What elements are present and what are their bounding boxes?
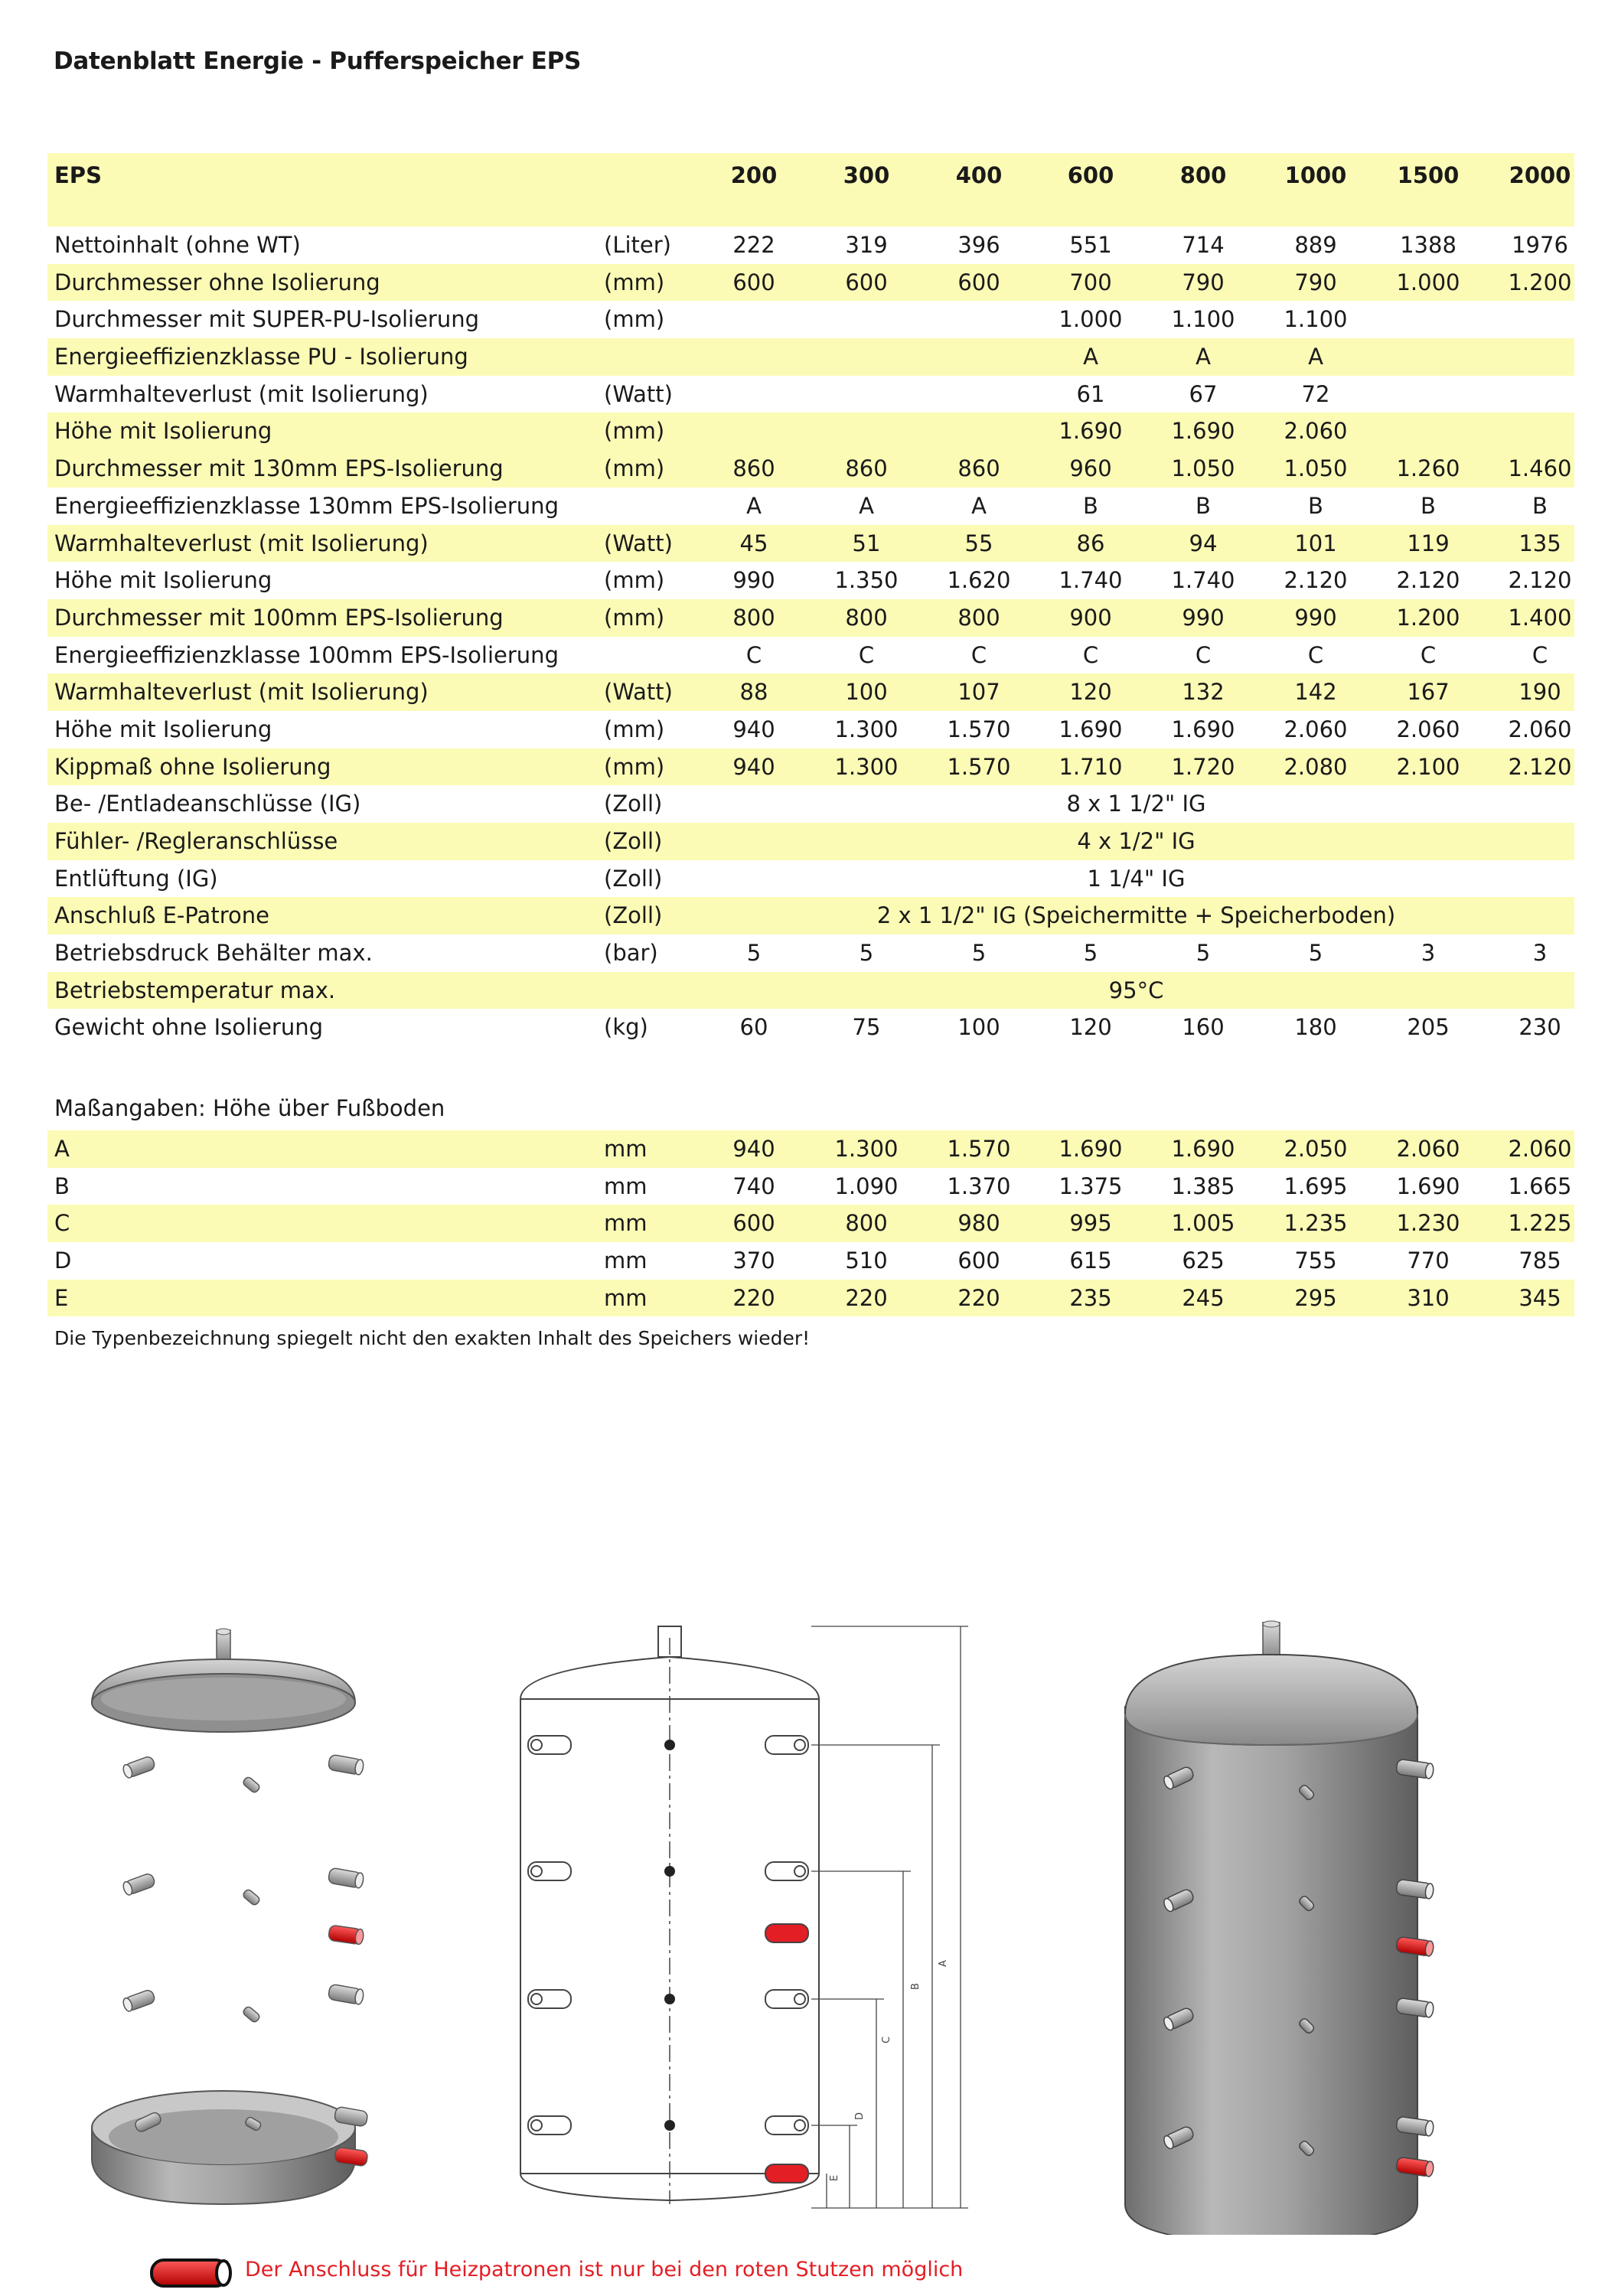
- spec-value: A: [746, 492, 762, 519]
- spec-value: 45: [739, 530, 768, 556]
- spec-row: [47, 227, 1574, 264]
- spec-value: 1.260: [1396, 455, 1460, 482]
- spec-value: 2.060: [1508, 716, 1572, 742]
- spec-value: 1.100: [1284, 306, 1348, 333]
- dimension-value: 995: [1069, 1210, 1112, 1237]
- spec-value: 2.060: [1284, 716, 1348, 742]
- spec-value: 180: [1294, 1014, 1337, 1041]
- spec-label: Betriebstemperatur max.: [54, 977, 336, 1003]
- footnote: Die Typenbezeichnung spiegelt nicht den exakten Inhalt des Speichers wieder!: [54, 1327, 811, 1349]
- spec-value: 60: [739, 1014, 768, 1041]
- spec-unit: (Zoll): [604, 865, 663, 892]
- dimension-label: D: [54, 1247, 72, 1274]
- exploded-view: [92, 1629, 368, 2204]
- model-200: 200: [730, 162, 778, 188]
- spec-value: C: [858, 641, 875, 668]
- spec-value: A: [859, 492, 874, 519]
- dimension-value: 785: [1519, 1247, 1561, 1274]
- spec-value: 800: [845, 604, 888, 631]
- spec-value: 1.690: [1171, 716, 1235, 742]
- spec-value: 3: [1532, 940, 1548, 967]
- spec-value: 1.740: [1171, 567, 1235, 594]
- dimension-value: 625: [1182, 1247, 1225, 1274]
- dimension-label: E: [54, 1284, 69, 1311]
- spec-value: 1.200: [1396, 604, 1460, 631]
- dimension-value: 755: [1294, 1247, 1337, 1274]
- spec-value: 120: [1069, 1014, 1112, 1041]
- model-800: 800: [1179, 162, 1227, 188]
- spec-row: [47, 972, 1574, 1009]
- dimension-value: 220: [845, 1284, 888, 1311]
- spec-value: 860: [957, 455, 1000, 482]
- dimension-value: 370: [732, 1247, 775, 1274]
- spec-value: C: [1195, 641, 1212, 668]
- spec-label: Warmhalteverlust (mit Isolierung): [54, 679, 429, 706]
- dimension-row: [47, 1168, 1574, 1205]
- model-1000: 1000: [1284, 162, 1347, 188]
- spec-value: 2.060: [1284, 418, 1348, 445]
- spec-row: [47, 637, 1574, 674]
- dimension-row: [47, 1280, 1574, 1317]
- spec-value: A: [971, 492, 987, 519]
- spec-label: Anschluß E-Patrone: [54, 902, 269, 929]
- spec-value: 167: [1407, 679, 1450, 706]
- page-title: Datenblatt Energie - Pufferspeicher EPS: [54, 47, 582, 75]
- spec-value: 160: [1182, 1014, 1225, 1041]
- spec-value: 72: [1301, 380, 1330, 407]
- spec-value: A: [1308, 344, 1323, 370]
- loose-ports: [122, 1754, 364, 2024]
- dimension-row: [47, 1242, 1574, 1280]
- spec-value: 940: [732, 753, 775, 780]
- spec-row: [47, 376, 1574, 413]
- spec-unit: (mm): [604, 567, 665, 594]
- spec-value: 1.400: [1508, 604, 1572, 631]
- spec-value: B: [1196, 492, 1211, 519]
- spec-value-span: 4 x 1/2" IG: [1077, 828, 1196, 854]
- legend-heating-port-icon: [145, 2254, 237, 2292]
- tank-drawings: [0, 1592, 1618, 2235]
- spec-unit: (mm): [604, 753, 665, 780]
- spec-label: Warmhalteverlust (mit Isolierung): [54, 380, 429, 407]
- spec-unit: (Watt): [604, 679, 673, 706]
- spec-unit: (Zoll): [604, 791, 663, 817]
- spec-label: Höhe mit Isolierung: [54, 418, 272, 445]
- spec-value: 790: [1182, 269, 1225, 295]
- spec-value: 222: [732, 232, 775, 258]
- spec-label: Durchmesser mit 100mm EPS-Isolierung: [54, 604, 504, 631]
- spec-value: 889: [1294, 232, 1337, 258]
- top-lid: [92, 1629, 355, 1732]
- spec-label: Durchmesser mit 130mm EPS-Isolierung: [54, 455, 504, 482]
- dimension-value: 1.690: [1396, 1172, 1460, 1199]
- spec-value: 1.740: [1059, 567, 1123, 594]
- bottom-base: [92, 2091, 368, 2204]
- dimension-value: 2.060: [1508, 1136, 1572, 1162]
- dim-label-b: B: [910, 1983, 922, 1990]
- dimension-value: 1.690: [1059, 1136, 1123, 1162]
- spec-value: 132: [1182, 679, 1225, 706]
- dimension-value: 1.665: [1508, 1172, 1572, 1199]
- spec-value: 1.720: [1171, 753, 1235, 780]
- spec-row: [47, 897, 1574, 934]
- spec-value: 107: [957, 679, 1000, 706]
- spec-value: B: [1421, 492, 1436, 519]
- spec-label: Gewicht ohne Isolierung: [54, 1014, 324, 1041]
- model-2000: 2000: [1509, 162, 1571, 188]
- spec-value: 940: [732, 716, 775, 742]
- dimension-value: 235: [1069, 1284, 1112, 1311]
- spec-label: Energieeffizienzklasse 130mm EPS-Isolierung: [54, 492, 559, 519]
- table-header-row: [47, 153, 1574, 197]
- spec-value: 1.000: [1396, 269, 1460, 295]
- spec-value: 600: [957, 269, 1000, 295]
- spec-unit: (Zoll): [604, 828, 663, 854]
- spec-value: 600: [732, 269, 775, 295]
- spec-value: 3: [1421, 940, 1436, 967]
- spec-value: 55: [964, 530, 993, 556]
- tank-3d-view: [1125, 1621, 1434, 2235]
- dimension-value: 1.230: [1396, 1210, 1460, 1237]
- spec-row: [47, 785, 1574, 823]
- dimension-value: 345: [1519, 1284, 1561, 1311]
- spec-value: 1.710: [1059, 753, 1123, 780]
- spec-value: 1.690: [1171, 418, 1235, 445]
- dimension-value: 1.695: [1284, 1172, 1348, 1199]
- spec-row: [47, 934, 1574, 972]
- dim-label-d: D: [854, 2112, 866, 2120]
- spec-value: 5: [1308, 940, 1323, 967]
- spec-value: C: [1307, 641, 1324, 668]
- dimension-value: 295: [1294, 1284, 1337, 1311]
- spec-value: 86: [1076, 530, 1105, 556]
- spec-value: 2.120: [1396, 567, 1460, 594]
- dimension-unit: mm: [604, 1247, 648, 1274]
- spec-label: Fühler- /Regleranschlüsse: [54, 828, 338, 854]
- spec-value: 1.690: [1059, 418, 1123, 445]
- spec-label: Energieeffizienzklasse PU - Isolierung: [54, 344, 468, 370]
- spec-value: 2.100: [1396, 753, 1460, 780]
- spec-unit: (Watt): [604, 530, 673, 556]
- spec-unit: (Liter): [604, 232, 671, 258]
- dimension-value: 1.370: [947, 1172, 1011, 1199]
- spec-unit: (kg): [604, 1014, 648, 1041]
- spec-value: B: [1532, 492, 1548, 519]
- dimension-row: [47, 1130, 1574, 1168]
- spec-value: 1.690: [1059, 716, 1123, 742]
- spec-value: 1.050: [1284, 455, 1348, 482]
- spec-label: Nettoinhalt (ohne WT): [54, 232, 301, 258]
- dimension-value: 1.005: [1171, 1210, 1235, 1237]
- spec-label: Durchmesser mit SUPER-PU-Isolierung: [54, 306, 480, 333]
- spec-value: 1.460: [1508, 455, 1572, 482]
- spec-value: 5: [971, 940, 987, 967]
- spec-value-span: 1 1/4" IG: [1087, 865, 1186, 892]
- dimensions-table: [47, 1130, 1574, 1316]
- spec-unit: (Zoll): [604, 902, 663, 929]
- spec-value: 190: [1519, 679, 1561, 706]
- spec-value: C: [1082, 641, 1099, 668]
- spec-value-span: 95°C: [1108, 977, 1164, 1003]
- spec-value: 800: [732, 604, 775, 631]
- spec-value: 1.050: [1171, 455, 1235, 482]
- spec-value: 5: [859, 940, 874, 967]
- spec-value: 1.570: [947, 753, 1011, 780]
- spec-value: 1.100: [1171, 306, 1235, 333]
- spec-value: 990: [1182, 604, 1225, 631]
- dimension-label: C: [54, 1210, 70, 1237]
- spec-value: 5: [1083, 940, 1098, 967]
- spec-row: [47, 562, 1574, 599]
- model-300: 300: [843, 162, 890, 188]
- spec-value: A: [1196, 344, 1211, 370]
- spec-value: 135: [1519, 530, 1561, 556]
- spec-value: 1.300: [834, 716, 899, 742]
- spec-value: 142: [1294, 679, 1337, 706]
- spec-row: [47, 450, 1574, 488]
- dimension-value: 1.690: [1171, 1136, 1235, 1162]
- dimension-value: 770: [1407, 1247, 1450, 1274]
- spec-value: C: [1532, 641, 1548, 668]
- spec-label: Warmhalteverlust (mit Isolierung): [54, 530, 429, 556]
- spec-value: 990: [1294, 604, 1337, 631]
- spec-row: [47, 599, 1574, 637]
- spec-row: [47, 711, 1574, 748]
- dimension-value: 2.050: [1284, 1136, 1348, 1162]
- spec-value: 100: [957, 1014, 1000, 1041]
- spec-unit: (mm): [604, 455, 665, 482]
- spec-row: [47, 823, 1574, 860]
- spec-value: 230: [1519, 1014, 1561, 1041]
- spec-value: 75: [852, 1014, 881, 1041]
- spec-value: 88: [739, 679, 768, 706]
- spec-value: 2.120: [1508, 567, 1572, 594]
- dimension-value: 980: [957, 1210, 1000, 1237]
- spec-value: 205: [1407, 1014, 1450, 1041]
- spec-row: [47, 264, 1574, 302]
- spec-value: C: [745, 641, 762, 668]
- dimension-value: 600: [957, 1247, 1000, 1274]
- spec-value: B: [1308, 492, 1323, 519]
- model-1500: 1500: [1397, 162, 1460, 188]
- dimension-rows: [47, 1130, 1574, 1316]
- spec-value: 600: [845, 269, 888, 295]
- spec-value: 2.120: [1284, 567, 1348, 594]
- dimension-value: 800: [845, 1210, 888, 1237]
- dimension-value: 1.375: [1059, 1172, 1123, 1199]
- spec-value: 101: [1294, 530, 1337, 556]
- datasheet-table: [47, 153, 1574, 1046]
- spec-label: Betriebsdruck Behälter max.: [54, 940, 373, 967]
- spec-value: 2.120: [1508, 753, 1572, 780]
- spec-value: 860: [732, 455, 775, 482]
- dimension-value: 2.060: [1396, 1136, 1460, 1162]
- dimension-value: 1.225: [1508, 1210, 1572, 1237]
- dim-label-c: C: [881, 2036, 892, 2043]
- legend-text: Der Anschluss für Heizpatronen ist nur bei den roten Stutzen möglich: [245, 2258, 964, 2281]
- spec-value: 790: [1294, 269, 1337, 295]
- spec-unit: (mm): [604, 418, 665, 445]
- spec-value: 551: [1069, 232, 1112, 258]
- spec-label: Höhe mit Isolierung: [54, 716, 272, 742]
- spec-unit: (Watt): [604, 380, 673, 407]
- spec-value: 2.060: [1396, 716, 1460, 742]
- model-400: 400: [955, 162, 1003, 188]
- header-spacer: [47, 197, 1574, 227]
- spec-label: Entlüftung (IG): [54, 865, 218, 892]
- dimension-value: 1.300: [834, 1136, 899, 1162]
- spec-value: 1.000: [1059, 306, 1123, 333]
- spec-value: 960: [1069, 455, 1112, 482]
- dimension-value: 615: [1069, 1247, 1112, 1274]
- spec-label: Höhe mit Isolierung: [54, 567, 272, 594]
- header-label: EPS: [54, 162, 102, 188]
- spec-value: 2.080: [1284, 753, 1348, 780]
- spec-row: [47, 525, 1574, 563]
- spec-value: 990: [732, 567, 775, 594]
- dimension-value: 940: [732, 1136, 775, 1162]
- spec-value: 120: [1069, 679, 1112, 706]
- spec-value: 67: [1189, 380, 1218, 407]
- dimension-value: 600: [732, 1210, 775, 1237]
- spec-label: Durchmesser ohne Isolierung: [54, 269, 380, 295]
- spec-value: 700: [1069, 269, 1112, 295]
- section-drawing: [520, 1626, 968, 2208]
- dimension-value: 1.385: [1171, 1172, 1235, 1199]
- dimensions-heading: Maßangaben: Höhe über Fußboden: [54, 1095, 445, 1121]
- spec-unit: (mm): [604, 269, 665, 295]
- spec-value: 5: [746, 940, 762, 967]
- dimension-value: 1.235: [1284, 1210, 1348, 1237]
- spec-row: [47, 860, 1574, 898]
- spec-value-span: 2 x 1 1/2" IG (Speichermitte + Speicherboden): [876, 902, 1396, 929]
- spec-label: Be- /Entladeanschlüsse (IG): [54, 791, 361, 817]
- dimension-unit: mm: [604, 1172, 648, 1199]
- spec-value: 900: [1069, 604, 1112, 631]
- dimension-value: 1.090: [834, 1172, 899, 1199]
- spec-value: 860: [845, 455, 888, 482]
- dimension-label: B: [54, 1172, 70, 1199]
- dim-label-a: A: [938, 1960, 949, 1967]
- dimension-value: 245: [1182, 1284, 1225, 1311]
- spec-row: [47, 673, 1574, 711]
- spec-value: 1.570: [947, 716, 1011, 742]
- spec-value: 1976: [1512, 232, 1568, 258]
- spec-value: 396: [957, 232, 1000, 258]
- dimension-lines: [811, 1626, 968, 2208]
- dimension-label: A: [54, 1136, 70, 1162]
- spec-row: [47, 338, 1574, 376]
- dimension-row: [47, 1205, 1574, 1242]
- spec-value: 1.350: [834, 567, 899, 594]
- spec-row: [47, 301, 1574, 338]
- spec-rows: [47, 227, 1574, 1046]
- spec-value: C: [970, 641, 987, 668]
- dimension-value: 510: [845, 1247, 888, 1274]
- dimension-unit: mm: [604, 1210, 648, 1237]
- spec-label: Energieeffizienzklasse 100mm EPS-Isolierung: [54, 641, 559, 668]
- dimension-value: 220: [957, 1284, 1000, 1311]
- spec-value: 119: [1407, 530, 1450, 556]
- spec-value: 1.620: [947, 567, 1011, 594]
- spec-value: 1.300: [834, 753, 899, 780]
- dimension-value: 220: [732, 1284, 775, 1311]
- model-600: 600: [1067, 162, 1114, 188]
- spec-value: B: [1083, 492, 1098, 519]
- spec-row: [47, 1009, 1574, 1046]
- spec-value: 94: [1189, 530, 1218, 556]
- spec-unit: (mm): [604, 306, 665, 333]
- spec-value: 1388: [1400, 232, 1457, 258]
- spec-row: [47, 413, 1574, 450]
- spec-value: 1.200: [1508, 269, 1572, 295]
- spec-label: Kippmaß ohne Isolierung: [54, 753, 331, 780]
- spec-unit: (mm): [604, 604, 665, 631]
- spec-value: 5: [1196, 940, 1211, 967]
- dimension-unit: mm: [604, 1284, 648, 1311]
- spec-value: 319: [845, 232, 888, 258]
- dimension-value: 740: [732, 1172, 775, 1199]
- spec-unit: (mm): [604, 716, 665, 742]
- spec-value: A: [1083, 344, 1098, 370]
- dimension-value: 1.570: [947, 1136, 1011, 1162]
- dim-label-e: E: [829, 2174, 840, 2181]
- dimension-unit: mm: [604, 1136, 648, 1162]
- spec-value: 800: [957, 604, 1000, 631]
- spec-value: 51: [852, 530, 881, 556]
- spec-row: [47, 748, 1574, 786]
- spec-unit: (bar): [604, 940, 658, 967]
- spec-value: 61: [1076, 380, 1105, 407]
- spec-value-span: 8 x 1 1/2" IG: [1066, 791, 1206, 817]
- spec-value: 714: [1182, 232, 1225, 258]
- spec-value: 100: [845, 679, 888, 706]
- dimension-value: 310: [1407, 1284, 1450, 1311]
- spec-row: [47, 488, 1574, 525]
- spec-value: C: [1420, 641, 1437, 668]
